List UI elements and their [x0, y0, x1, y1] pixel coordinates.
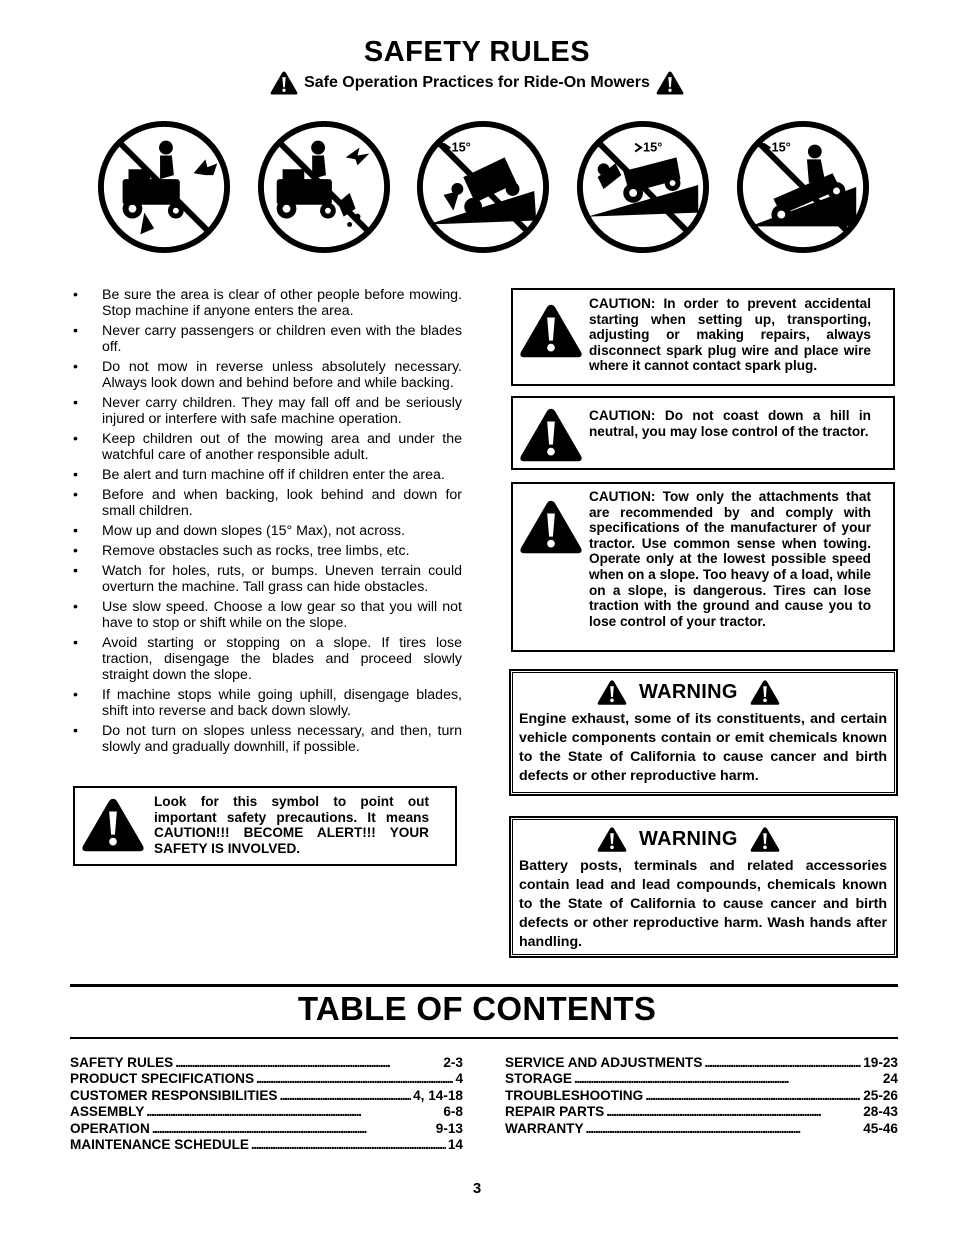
- no-sideways-slope-rollover-icon: [574, 118, 712, 256]
- list-item: • Do not mow in reverse unless absolutely necessary. Always look down and behind before and while backing.: [72, 359, 462, 391]
- alert-triangle-icon: [597, 826, 627, 853]
- warning-box-battery: [509, 816, 898, 958]
- toc-page: 25-26: [863, 1087, 898, 1103]
- page-title: SAFETY RULES: [363, 36, 591, 68]
- toc-leader: [586, 1121, 862, 1137]
- toc-label: WARRANTY: [505, 1120, 584, 1136]
- toc-page: 28-43: [863, 1104, 898, 1120]
- toc-leader: [279, 1088, 411, 1104]
- toc-right-column: [505, 1055, 898, 1137]
- list-item: • Keep children out of the mowing area and under the watchful care of another responsible adult.: [72, 431, 462, 463]
- toc-label: TROUBLESHOOTING: [505, 1087, 644, 1103]
- toc-page: 45-46: [863, 1120, 898, 1136]
- list-item: • Avoid starting or stopping on a slope. If tires lose traction, disengage the blades and proceed slowly straight down the slope.: [72, 635, 462, 683]
- alert-triangle-icon: [750, 679, 780, 706]
- toc-label: ASSEMBLY: [70, 1104, 145, 1120]
- list-item: • Watch for holes, ruts, or bumps. Uneven terrain could overturn the machine. Tall grass can hide obstacles.: [72, 563, 462, 595]
- no-bystanders-mower-icon: [95, 118, 233, 256]
- page-subtitle: [0, 70, 954, 96]
- toc-entry[interactable]: [505, 1071, 898, 1087]
- toc-label: SAFETY RULES: [70, 1055, 174, 1070]
- toc-leader: [152, 1121, 434, 1137]
- list-item: • If machine stops while going uphill, disengage blades, shift into reverse and back down slowly.: [72, 687, 462, 719]
- toc-leader: [256, 1071, 453, 1087]
- list-item: • Be sure the area is clear of other people before mowing. Stop machine if anyone enters the area.: [72, 287, 462, 319]
- alert-triangle-icon: [519, 406, 583, 464]
- safety-bullet-list: [72, 287, 462, 759]
- toc-entry[interactable]: [70, 1121, 463, 1137]
- caution-box-coasting: [511, 396, 895, 470]
- toc-page: 14: [447, 1137, 463, 1153]
- toc-leader: [606, 1104, 861, 1120]
- divider: [70, 1037, 898, 1039]
- svg-text:15°: 15°: [771, 139, 791, 155]
- caution-text: CAUTION: Tow only the attachments that are recommended by and comply with specifications of the manufacturer of your tractor. Use common sense when towing. Operate only at the lowest possible speed when on a slope. Too heavy of a load, while on a slope, is dangerous. Tires can lose traction with the ground and cause you to lose control of your tractor.: [589, 489, 871, 629]
- safety-pictograms: [92, 118, 872, 258]
- toc-label: PRODUCT SPECIFICATIONS: [70, 1071, 255, 1087]
- caution-box-spark-plug: [511, 288, 895, 386]
- toc-entry[interactable]: [505, 1088, 898, 1104]
- toc-page: 6-8: [443, 1104, 463, 1120]
- warning-box-exhaust: [509, 669, 898, 796]
- list-item: • Mow up and down slopes (15° Max), not across.: [72, 523, 462, 539]
- toc-label: REPAIR PARTS: [505, 1104, 605, 1120]
- list-item: • Do not turn on slopes unless necessary, and then, turn slowly and gradually downhill, if possible.: [72, 723, 462, 755]
- caution-text: CAUTION: In order to prevent accidental starting when setting up, transporting, adjusting or making repairs, always disconnect spark plug wire and place wire where it cannot contact spark plug.: [589, 296, 871, 374]
- no-thrown-objects-mower-icon: [255, 118, 393, 256]
- toc-entry[interactable]: [505, 1121, 898, 1137]
- toc-left-column: [70, 1055, 463, 1153]
- list-item: • Remove obstacles such as rocks, tree limbs, etc.: [72, 543, 462, 559]
- list-item: • Be alert and turn machine off if children enter the area.: [72, 467, 462, 483]
- toc-leader: [175, 1055, 441, 1071]
- warning-heading: [597, 826, 780, 853]
- toc-page: 4: [455, 1071, 463, 1087]
- toc-label: SERVICE AND ADJUSTMENTS: [505, 1055, 703, 1070]
- alert-triangle-icon: [519, 498, 583, 556]
- warning-heading-text: WARNING: [639, 828, 738, 850]
- no-steep-slope-mower-icon: [734, 118, 872, 256]
- toc-leader: [645, 1088, 861, 1104]
- toc-label: OPERATION: [70, 1120, 150, 1136]
- toc-leader: [704, 1055, 861, 1071]
- warning-text: Engine exhaust, some of its constituents, and certain vehicle components contain or emit chemicals known to the State of California to cause cancer and birth defects or other reproductive harm.: [519, 711, 887, 784]
- toc-entry[interactable]: [505, 1055, 898, 1071]
- no-tipping-on-slope-icon: [414, 118, 552, 256]
- page-number: 3: [472, 1180, 482, 1197]
- warning-heading: [597, 679, 780, 706]
- toc-entry[interactable]: [70, 1088, 463, 1104]
- list-item: • Never carry children. They may fall off and be seriously injured or interfere with safe machine operation.: [72, 395, 462, 427]
- divider: [70, 984, 898, 987]
- symbol-note-box: [73, 786, 457, 866]
- list-item: • Before and when backing, look behind and down for small children.: [72, 487, 462, 519]
- alert-triangle-icon: [656, 70, 684, 96]
- symbol-note-text: Look for this symbol to point out important safety precautions. It means CAUTION!!! BECOME ALERT!!! YOUR SAFETY IS INVOLVED.: [154, 794, 429, 856]
- warning-text: Battery posts, terminals and related accessories contain lead and lead compounds, chemicals known to the State of California to cause cancer and birth defects or other reproductive harm. Wash hands after handling.: [519, 858, 887, 950]
- subtitle-text: Safe Operation Practices for Ride-On Mowers: [304, 74, 650, 91]
- svg-text:15°: 15°: [643, 139, 663, 155]
- alert-triangle-icon: [597, 679, 627, 706]
- toc-title: TABLE OF CONTENTS: [297, 990, 657, 1027]
- warning-heading-text: WARNING: [639, 681, 738, 703]
- toc-page: 9-13: [435, 1120, 463, 1136]
- toc-page: 19-23: [863, 1055, 898, 1070]
- toc-label: CUSTOMER RESPONSIBILITIES: [70, 1087, 278, 1103]
- alert-triangle-icon: [270, 70, 298, 96]
- list-item: • Never carry passengers or children even with the blades off.: [72, 323, 462, 355]
- alert-triangle-icon: [750, 826, 780, 853]
- alert-triangle-icon: [519, 302, 583, 360]
- toc-page: 4, 14-18: [413, 1087, 463, 1103]
- svg-text:15°: 15°: [451, 139, 471, 155]
- toc-leader: [574, 1071, 881, 1087]
- caution-text: CAUTION: Do not coast down a hill in neutral, you may lose control of the tractor.: [589, 408, 871, 439]
- toc-entry[interactable]: [70, 1071, 463, 1087]
- toc-page: 2-3: [443, 1055, 463, 1070]
- toc-entry[interactable]: [70, 1137, 463, 1153]
- list-item: • Use slow speed. Choose a low gear so that you will not have to stop or shift while on the slope.: [72, 599, 462, 631]
- toc-entry[interactable]: [505, 1104, 898, 1120]
- toc-page: 24: [882, 1071, 898, 1087]
- toc-entry[interactable]: [70, 1104, 463, 1120]
- caution-box-towing: [511, 482, 895, 652]
- toc-entry[interactable]: [70, 1055, 463, 1071]
- toc-leader: [251, 1137, 446, 1153]
- toc-label: STORAGE: [505, 1071, 572, 1087]
- toc-leader: [146, 1104, 441, 1120]
- alert-triangle-icon: [81, 796, 145, 854]
- toc-label: MAINTENANCE SCHEDULE: [70, 1137, 249, 1153]
